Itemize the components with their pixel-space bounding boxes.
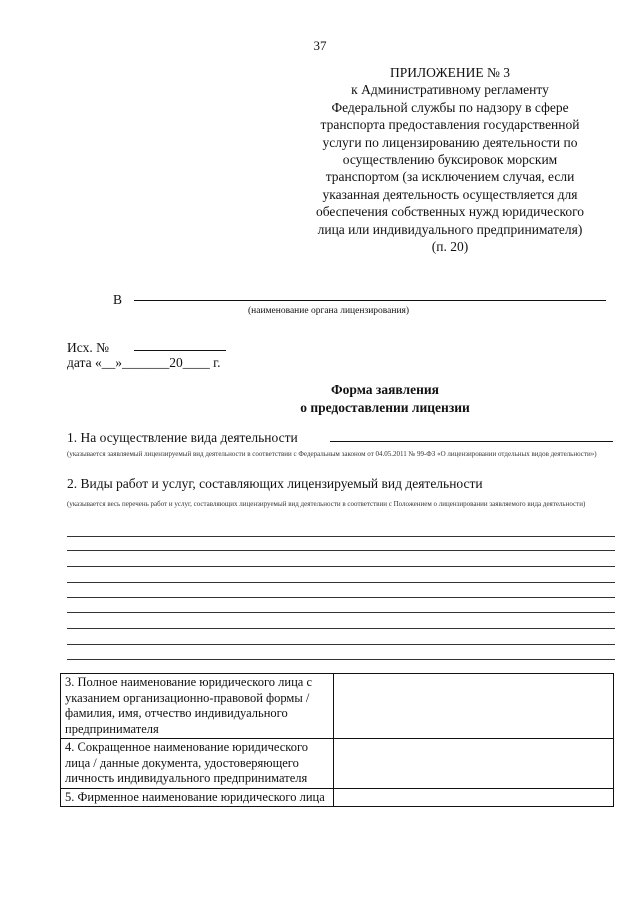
table-row-value[interactable] — [334, 788, 614, 807]
appendix-line: услуги по лицензированию деятельности по — [322, 134, 578, 150]
item2-blank-line[interactable] — [67, 612, 615, 613]
addressee-caption: (наименование органа лицензирования) — [248, 306, 410, 316]
form-title-line: Форма заявления — [331, 382, 439, 397]
item2-label: 2. Виды работ и услуг, составляющих лицензируемый вид деятельности — [67, 476, 483, 491]
page-number: 37 — [313, 38, 327, 53]
item2-blank-line[interactable] — [67, 628, 615, 629]
table-row — [61, 674, 614, 739]
appendix-line: (п. 20) — [431, 239, 469, 255]
appendix-line: указанная деятельность осуществляется для — [322, 186, 578, 202]
appendix-line: Федеральной службы по надзору в сфере — [331, 99, 569, 115]
form-title — [0, 381, 640, 417]
appendix-line: ПРИЛОЖЕНИЕ № 3 — [389, 65, 511, 80]
item2-blank-line[interactable] — [67, 644, 615, 645]
table-row-value[interactable] — [334, 674, 614, 739]
addressee-prefix: В — [113, 292, 123, 307]
appendix-line: транспорта предоставления государственной — [320, 117, 580, 133]
table-row-value[interactable] — [334, 739, 614, 789]
item2-note: (указывается весь перечень работ и услуг, составляющих лицензируемый вид деятельности в соответствии с Положением о лицензировании заявляемого вида деятельности) — [67, 500, 586, 508]
ref-number-field[interactable] — [134, 350, 226, 351]
item2-blank-line[interactable] — [67, 597, 615, 598]
table-row-label: 5. Фирменное наименование юридического лица — [61, 788, 334, 807]
table-row — [61, 739, 614, 789]
applicant-info-table — [60, 673, 614, 807]
item2-blank-line[interactable] — [67, 550, 615, 551]
appendix-line: осуществлению буксировок морским — [342, 152, 558, 168]
ref-date: дата «__»_______20____ г. — [67, 355, 221, 370]
form-title-line: о предоставлении лицензии — [300, 400, 470, 415]
table-row-label: 4. Сокращенное наименование юридического лица / данные документа, удостоверяющего личность индивидуального предпринимателя — [61, 739, 334, 789]
table-row — [61, 788, 614, 807]
appendix-line: лица или индивидуального предпринимателя) — [317, 221, 583, 237]
item2-blank-line[interactable] — [67, 536, 615, 537]
item1-field[interactable] — [330, 441, 613, 442]
item2-blank-line[interactable] — [67, 566, 615, 567]
ref-number-label: Исх. № — [67, 340, 109, 355]
appendix-line: транспортом (за исключением случая, если — [325, 169, 575, 185]
item1-note: (указывается заявляемый лицензируемый вид деятельности в соответствии с Федеральным законом от 04.05.2011 № 99-ФЗ «О лицензировании отдельных видов деятельности») — [67, 450, 597, 458]
appendix-header — [250, 64, 640, 255]
item1-label: 1. На осуществление вида деятельности — [67, 430, 298, 445]
table-row-label: 3. Полное наименование юридического лица с указанием организационно-правовой формы / фамилия, имя, отчество индивидуального предпринимателя — [61, 674, 334, 739]
addressee-field[interactable] — [134, 300, 606, 301]
item2-blank-line[interactable] — [67, 659, 615, 660]
appendix-line: обеспечения собственных нужд юридического — [315, 204, 585, 220]
item2-blank-line[interactable] — [67, 582, 615, 583]
appendix-line: к Административному регламенту — [351, 82, 549, 98]
